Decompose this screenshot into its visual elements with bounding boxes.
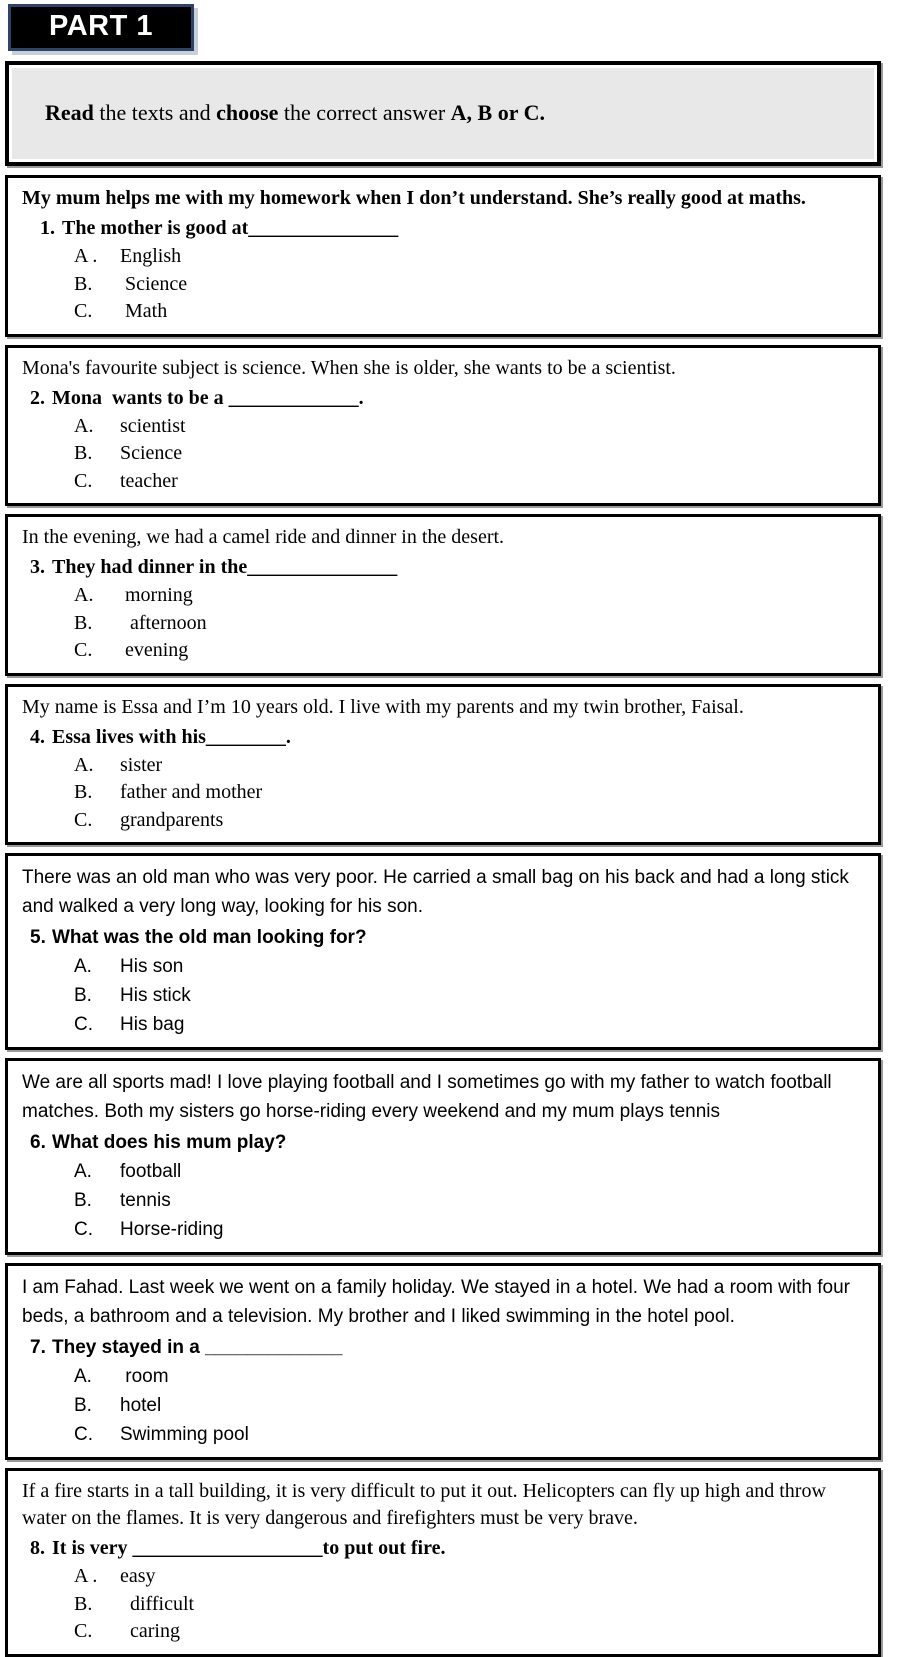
worksheet-page [5, 4, 894, 1657]
question-number: 8. [30, 1537, 45, 1559]
question-number: 4. [30, 725, 45, 748]
option-text: caring [120, 1620, 180, 1642]
option-letter: A. [74, 414, 94, 437]
option-row-b [22, 779, 864, 807]
option-row-b [22, 440, 864, 468]
question-text: It is very ___________________to put out fire. [52, 1537, 446, 1559]
option-letter: B. [74, 272, 93, 295]
question-number: 3. [30, 556, 45, 578]
option-letter: C. [74, 808, 93, 831]
passage-text: I am Fahad. Last week we went on a family holiday. We stayed in a hotel. We had a room with four beds, a bathroom and a television. My brother and I liked swimming in the hotel pool. [22, 1277, 856, 1327]
question-text: Essa lives with his________. [52, 725, 291, 748]
option-letter: A. [74, 1161, 92, 1182]
option-text: His bag [120, 1014, 185, 1035]
question-box-7 [5, 1263, 881, 1460]
option-text: tennis [120, 1190, 171, 1211]
option-row-a [22, 1362, 864, 1391]
option-letter: B. [74, 985, 92, 1006]
passage-text: In the evening, we had a camel ride and dinner in the desert. [22, 526, 505, 548]
option-row-c [22, 1618, 864, 1646]
option-row-c [22, 1420, 864, 1449]
question-box-4 [5, 684, 881, 846]
question-text: The mother is good at_______________ [62, 217, 399, 239]
question-text: They stayed in a _____________ [52, 1337, 343, 1358]
option-text: scientist [120, 414, 186, 437]
option-letter: C. [74, 639, 93, 661]
option-text: difficult [120, 1592, 195, 1615]
question-line [22, 1333, 864, 1362]
passage-text: My name is Essa and I’m 10 years old. I live with my parents and my twin brother, Faisal. [22, 695, 744, 718]
question-line [22, 1128, 864, 1157]
question-list [5, 175, 894, 1657]
option-row-c [22, 807, 864, 835]
option-row-b [22, 1591, 864, 1619]
instruction-mid1: the texts and [93, 100, 217, 125]
question-number: 2. [30, 386, 45, 409]
option-text: Math [120, 300, 168, 322]
instruction-choose: choose [216, 100, 279, 125]
question-line [22, 723, 864, 752]
option-row-a [22, 752, 864, 780]
instruction-mid2: the correct answer [278, 100, 451, 125]
option-letter: C. [74, 1620, 93, 1642]
option-letter: C. [74, 1219, 93, 1240]
part-header-label: PART 1 [49, 10, 153, 42]
option-letter: A. [74, 753, 94, 776]
option-text: Swimming pool [120, 1424, 249, 1445]
option-letter: B. [74, 781, 93, 803]
instruction-answers: A, B or C. [450, 100, 545, 125]
option-text: evening [120, 639, 189, 661]
option-row-c [22, 1010, 864, 1039]
question-line [22, 384, 864, 413]
option-row-c [22, 1215, 864, 1244]
question-box-3 [5, 514, 881, 676]
passage-text: We are all sports mad! I love playing football and I sometimes go with my father to watch football matches. Both my sisters go horse-riding every weekend and my mum plays tennis [22, 1072, 837, 1122]
option-text: teacher [120, 469, 178, 492]
passage-text: My mum helps me with my homework when I don’t understand. She’s really good at maths. [22, 187, 806, 209]
question-line [22, 923, 864, 952]
option-text: sister [120, 753, 163, 776]
option-row-a [22, 1157, 864, 1186]
option-letter: B. [74, 1592, 93, 1615]
option-text: football [120, 1161, 182, 1182]
option-text: grandparents [120, 808, 224, 831]
question-box-1 [5, 175, 881, 337]
option-text: morning [120, 584, 193, 606]
option-row-c [22, 298, 864, 326]
passage-text: Mona's favourite subject is science. When she is older, she wants to be a scientist. [22, 356, 676, 379]
option-row-a [22, 413, 864, 441]
question-number: 1. [40, 217, 55, 239]
option-row-b [22, 1391, 864, 1420]
question-line [22, 1534, 864, 1563]
question-number: 7. [30, 1337, 46, 1358]
option-text: easy [120, 1565, 156, 1587]
question-box-2 [5, 345, 881, 507]
option-letter: A . [74, 245, 98, 267]
option-row-c [22, 468, 864, 496]
question-text: They had dinner in the_______________ [52, 556, 398, 578]
option-letter: C. [74, 1014, 93, 1035]
option-letter: A. [74, 584, 94, 606]
option-text: His stick [120, 985, 191, 1006]
option-letter: B. [74, 611, 93, 634]
option-text: Science [120, 442, 183, 464]
option-row-a [22, 1563, 864, 1591]
option-text: Horse-riding [120, 1219, 224, 1240]
option-letter: C. [74, 469, 93, 492]
option-text: hotel [120, 1395, 162, 1416]
question-text: What was the old man looking for? [52, 927, 367, 948]
question-box-6 [5, 1058, 881, 1255]
option-letter: B. [74, 442, 93, 464]
option-row-b [22, 610, 864, 638]
question-number: 6. [30, 1132, 46, 1153]
option-row-b [22, 1186, 864, 1215]
question-number: 5. [30, 927, 46, 948]
option-letter: B. [74, 1190, 92, 1211]
question-text: What does his mum play? [52, 1132, 287, 1153]
option-row-b [22, 271, 864, 299]
option-row-b [22, 981, 864, 1010]
option-letter: C. [74, 300, 93, 322]
question-box-5 [5, 853, 881, 1050]
option-text: room [120, 1366, 169, 1387]
instruction-box [5, 61, 881, 166]
option-letter: B. [74, 1395, 92, 1416]
option-row-c [22, 637, 864, 665]
passage-text: If a fire starts in a tall building, it is very difficult to put it out. Helicopters can fly up high and throw water on the flames. It is very dangerous and firefighters must be very brave. [22, 1480, 831, 1529]
option-row-a [22, 582, 864, 610]
instruction-read: Read [45, 100, 94, 125]
question-line [22, 214, 864, 243]
option-text: His son [120, 956, 184, 977]
option-text: English [120, 245, 182, 267]
option-text: father and mother [120, 781, 263, 803]
question-box-8 [5, 1468, 881, 1657]
option-letter: C. [74, 1424, 93, 1445]
option-letter: A. [74, 1366, 92, 1387]
option-text: Science [120, 272, 188, 295]
option-letter: A . [74, 1565, 98, 1587]
passage-text: There was an old man who was very poor. He carried a small bag on his back and had a long stick and walked a very long way, looking for his son. [22, 867, 855, 917]
part-header [8, 4, 194, 51]
option-row-a [22, 952, 864, 981]
option-letter: A. [74, 956, 92, 977]
question-line [22, 553, 864, 582]
question-text: Mona wants to be a _____________. [52, 386, 364, 409]
option-row-a [22, 243, 864, 271]
option-text: afternoon [120, 611, 207, 634]
